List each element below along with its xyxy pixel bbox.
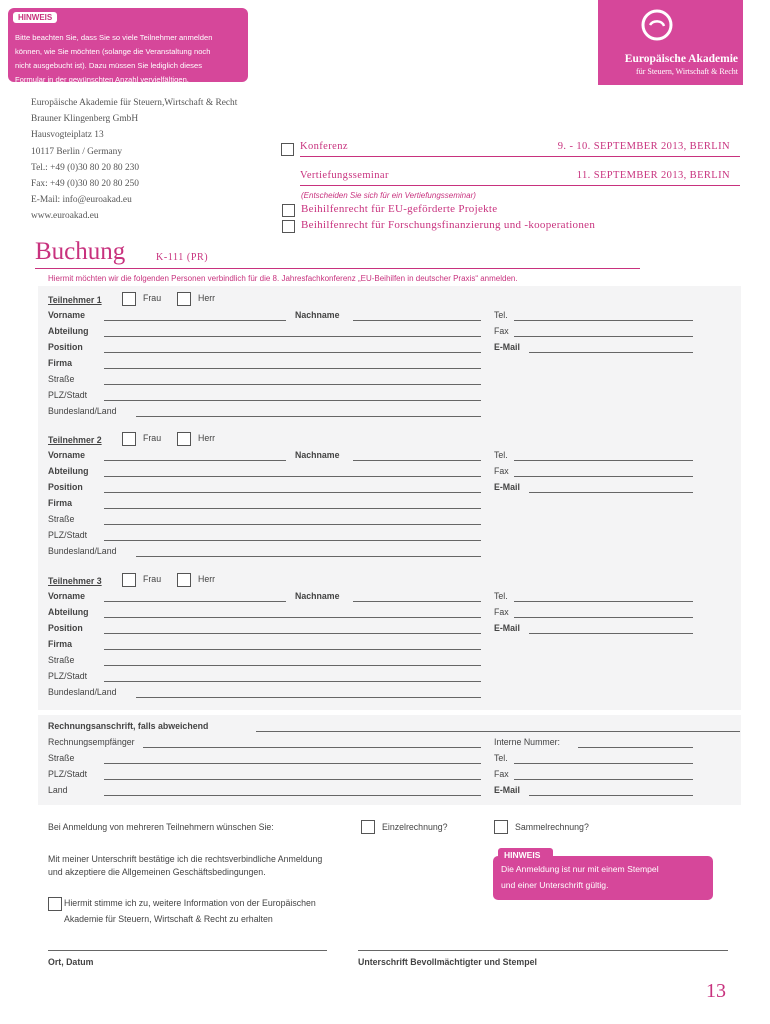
email-field[interactable] [529,633,693,634]
sammelrechnung-label: Sammelrechnung? [515,822,589,832]
agreement-line: und akzeptiere die Allgemeinen Geschäftsbedingungen. [48,867,266,877]
nachname-field[interactable] [353,601,481,602]
frau-checkbox[interactable] [122,573,136,587]
address-line: 10117 Berlin / Germany [31,146,123,157]
page-number: 13 [706,980,726,1002]
seminar-note: (Entscheiden Sie sich für ein Vertiefungsseminar) [301,191,476,200]
ort-datum-field[interactable] [48,950,327,951]
abteilung-field[interactable] [104,336,481,337]
herr-checkbox[interactable] [177,432,191,446]
logo-subtitle: für Steuern, Wirtschaft & Recht [636,67,738,76]
fax-label: Fax [494,466,509,476]
seminar-option-2-checkbox[interactable] [282,220,295,233]
fax-label: Fax [494,607,509,617]
plz-label: PLZ/Stadt [48,390,88,400]
plz-field[interactable] [104,540,481,541]
bundesland-field[interactable] [136,697,481,698]
ort-datum-label: Ort, Datum [48,957,94,967]
abteilung-label: Abteilung [48,607,89,617]
fax-field[interactable] [514,476,693,477]
buchung-intro: Hiermit möchten wir die folgenden Personen verbindlich für die 8. Jahresfachkonferenz „EU-Beihilfen in deutscher Praxis“ anmelden. [48,274,518,283]
billing-empfaenger-label: Rechnungsempfänger [48,737,135,747]
billing-fax-label: Fax [494,769,509,779]
billing-land-field[interactable] [104,795,481,796]
position-label: Position [48,342,83,352]
bundesland-label: Bundesland/Land [48,546,117,556]
billing-tel-field[interactable] [514,763,693,764]
seminar-option-2-label: Beihilfenrecht für Forschungsfinanzierung und -kooperationen [301,219,596,231]
fax-field[interactable] [514,336,693,337]
billing-plz-label: PLZ/Stadt [48,769,88,779]
invoice-question: Bei Anmeldung von mehreren Teilnehmern wünschen Sie: [48,822,274,832]
fax-label: Fax [494,326,509,336]
address-line: Hausvogteiplatz 13 [31,130,104,141]
vorname-field[interactable] [104,320,286,321]
hinweis-text [15,31,247,87]
billing-strasse-field[interactable] [104,763,481,764]
hinweis-line: Bitte beachten Sie, dass Sie so viele Teilnehmer anmelden [15,33,213,42]
seminar-option-1-label: Beihilfenrecht für EU-geförderte Projekte [301,203,498,215]
tel-label: Tel. [494,310,508,320]
participant-title: Teilnehmer 3 [48,576,102,586]
hinweis-line: und einer Unterschrift gültig. [501,879,609,890]
hinweis-box-top [8,8,248,82]
buchung-code: K-111 (PR) [156,252,209,263]
seminar-row [300,170,742,181]
tel-label: Tel. [494,450,508,460]
bundesland-label: Bundesland/Land [48,406,117,416]
hinweis-tag: HINWEIS [13,12,57,23]
billing-strasse-label: Straße [48,753,75,763]
herr-checkbox[interactable] [177,292,191,306]
vorname-label: Vorname [48,310,85,320]
konferenz-checkbox[interactable] [281,143,294,156]
strasse-field[interactable] [104,384,481,385]
firma-label: Firma [48,498,72,508]
position-label: Position [48,482,83,492]
position-label: Position [48,623,83,633]
consent-checkbox[interactable] [48,897,62,911]
sammelrechnung-checkbox[interactable] [494,820,508,834]
seminar-date: 11. SEPTEMBER 2013, BERLIN [576,170,730,181]
vorname-label: Vorname [48,450,85,460]
bundesland-field[interactable] [136,416,481,417]
nachname-label: Nachname [295,591,340,601]
hinweis-box-bottom [493,850,713,900]
email-field[interactable] [529,492,693,493]
strasse-label: Straße [48,655,75,665]
unterschrift-field[interactable] [358,950,728,951]
nachname-label: Nachname [295,450,340,460]
firma-label: Firma [48,639,72,649]
unterschrift-label: Unterschrift Bevollmächtigter und Stempel [358,957,537,967]
email-field[interactable] [529,352,693,353]
address-line: E-Mail: info@euroakad.eu [31,195,132,206]
hinweis-line: Formular in der gewünschten Anzahl vervielfältigen. [15,75,189,84]
address-line: Fax: +49 (0)30 80 20 80 250 [31,178,139,189]
participant-title: Teilnehmer 2 [48,435,102,445]
logo-name: Europäische Akademie [624,53,738,65]
seminar-option-1-checkbox[interactable] [282,204,295,217]
address-line: Europäische Akademie für Steuern,Wirtschaft & Recht [31,98,238,108]
email-label: E-Mail [494,342,520,352]
frau-label: Frau [143,433,162,443]
einzelrechnung-checkbox[interactable] [361,820,375,834]
strasse-label: Straße [48,374,75,384]
position-field[interactable] [104,352,481,353]
einzelrechnung-label: Einzelrechnung? [382,822,448,832]
herr-checkbox[interactable] [177,573,191,587]
hinweis-text [501,862,659,893]
akademie-logo [598,0,743,85]
nachname-field[interactable] [353,460,481,461]
herr-label: Herr [198,433,216,443]
hinweis-tag: HINWEIS [498,848,553,863]
vorname-label: Vorname [48,591,85,601]
firma-field[interactable] [104,649,481,650]
hinweis-line: Die Anmeldung ist nur mit einem Stempel [501,864,659,874]
address-line: Brauner Klingenberg GmbH [31,114,139,125]
billing-fax-field[interactable] [514,779,693,780]
billing-interne-field[interactable] [578,747,693,748]
logo-circle-icon [640,8,674,42]
strasse-label: Straße [48,514,75,524]
frau-checkbox[interactable] [122,292,136,306]
hinweis-line: können, wie Sie möchten (solange die Veranstaltung noch [15,47,211,56]
buchung-title: Buchung [35,238,126,265]
plz-field[interactable] [104,681,481,682]
vorname-field[interactable] [104,460,286,461]
abteilung-field[interactable] [104,476,481,477]
billing-interne-label: Interne Nummer: [494,737,560,747]
konferenz-row [300,141,742,152]
strasse-field[interactable] [104,665,481,666]
bundesland-field[interactable] [136,556,481,557]
position-field[interactable] [104,492,481,493]
firma-label: Firma [48,358,72,368]
email-label: E-Mail [494,482,520,492]
herr-label: Herr [198,574,216,584]
fax-field[interactable] [514,617,693,618]
billing-title-line [256,731,740,732]
divider [300,156,740,157]
abteilung-field[interactable] [104,617,481,618]
billing-email-field[interactable] [529,795,693,796]
billing-title: Rechnungsanschrift, falls abweichend [48,721,209,731]
firma-field[interactable] [104,508,481,509]
herr-label: Herr [198,293,216,303]
email-label: E-Mail [494,623,520,633]
plz-label: PLZ/Stadt [48,671,88,681]
plz-field[interactable] [104,400,481,401]
agreement-line: Mit meiner Unterschrift bestätige ich die rechtsverbindliche Anmeldung [48,854,323,864]
consent-line: Akademie für Steuern, Wirtschaft & Recht zu erhalten [64,914,273,924]
hinweis-line: nicht ausgebucht ist). Dazu müssen Sie lediglich dieses [15,61,202,70]
seminar-label: Vertiefungsseminar [300,170,389,181]
consent-line: Hiermit stimme ich zu, weitere Information von der Europäischen [64,898,316,908]
billing-land-label: Land [48,785,68,795]
address-line: www.euroakad.eu [31,211,99,222]
bundesland-label: Bundesland/Land [48,687,117,697]
firma-field[interactable] [104,368,481,369]
plz-label: PLZ/Stadt [48,530,88,540]
address-line: Tel.: +49 (0)30 80 20 80 230 [31,162,140,173]
tel-field[interactable] [514,320,693,321]
strasse-field[interactable] [104,524,481,525]
nachname-field[interactable] [353,320,481,321]
konferenz-label: Konferenz [300,141,348,152]
participants-panel [38,286,741,710]
abteilung-label: Abteilung [48,326,89,336]
tel-field[interactable] [514,460,693,461]
frau-label: Frau [143,574,162,584]
divider [300,185,740,186]
frau-checkbox[interactable] [122,432,136,446]
billing-email-label: E-Mail [494,785,520,795]
divider [35,268,640,269]
address-block [31,95,237,225]
frau-label: Frau [143,293,162,303]
konferenz-date: 9. - 10. SEPTEMBER 2013, BERLIN [557,141,730,152]
vorname-field[interactable] [104,601,286,602]
billing-empfaenger-field[interactable] [143,747,481,748]
position-field[interactable] [104,633,481,634]
billing-plz-field[interactable] [104,779,481,780]
participant-title: Teilnehmer 1 [48,295,102,305]
nachname-label: Nachname [295,310,340,320]
abteilung-label: Abteilung [48,466,89,476]
tel-label: Tel. [494,591,508,601]
billing-tel-label: Tel. [494,753,508,763]
tel-field[interactable] [514,601,693,602]
